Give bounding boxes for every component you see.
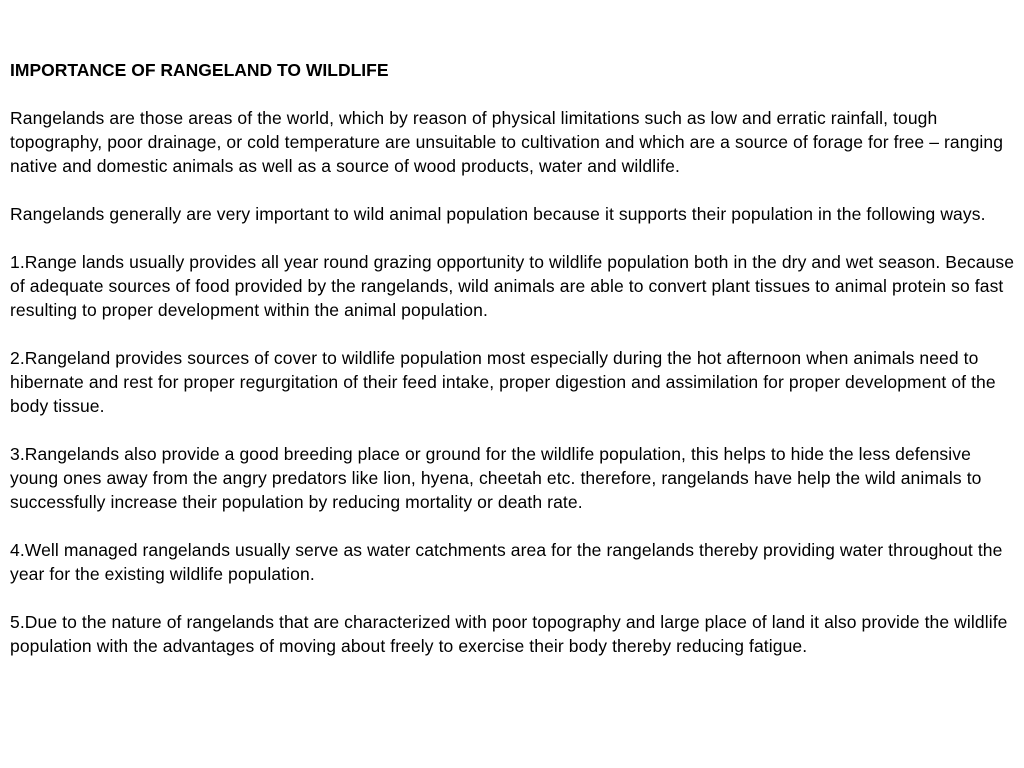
paragraph-point-4: 4.Well managed rangelands usually serve as water catchments area for the rangelands thereby providing water throughout the year for the existing wildlife population. [10,540,1003,584]
document-page [10,58,1015,682]
paragraph-point-3: 3.Rangelands also provide a good breeding place or ground for the wildlife population, this helps to hide the less defensive young ones away from the angry predators like lion, hyena, cheetah etc. therefore, rangelands have help the wild animals to successfully increase their population by reducing mortality or death rate. [10,444,982,512]
paragraph-point-5: 5.Due to the nature of rangelands that are characterized with poor topography and large place of land it also provide the wildlife population with the advantages of moving about freely to exercise their body thereby reducing fatigue. [10,612,1008,656]
document-title: IMPORTANCE OF RANGELAND TO WILDLIFE [10,60,389,80]
paragraph-point-2: 2.Rangeland provides sources of cover to wildlife population most especially during the hot afternoon when animals need to hibernate and rest for proper regurgitation of their feed intake, proper digestion and assimilation for proper development of the body tissue. [10,348,996,416]
paragraph-definition: Rangelands are those areas of the world, which by reason of physical limitations such as low and erratic rainfall, tough topography, poor drainage, or cold temperature are unsuitable to cultivation and which are a source of forage for free – ranging native and domestic animals as well as a source of wood products, water and wildlife. [10,108,1004,176]
paragraph-point-1: 1.Range lands usually provides all year round grazing opportunity to wildlife population both in the dry and wet season. Because of adequate sources of food provided by the rangelands, wild animals are able to convert plant tissues to animal protein so fast resulting to proper development within the animal population. [10,252,1015,320]
paragraph-intro: Rangelands generally are very important to wild animal population because it supports their population in the following ways. [10,204,986,224]
